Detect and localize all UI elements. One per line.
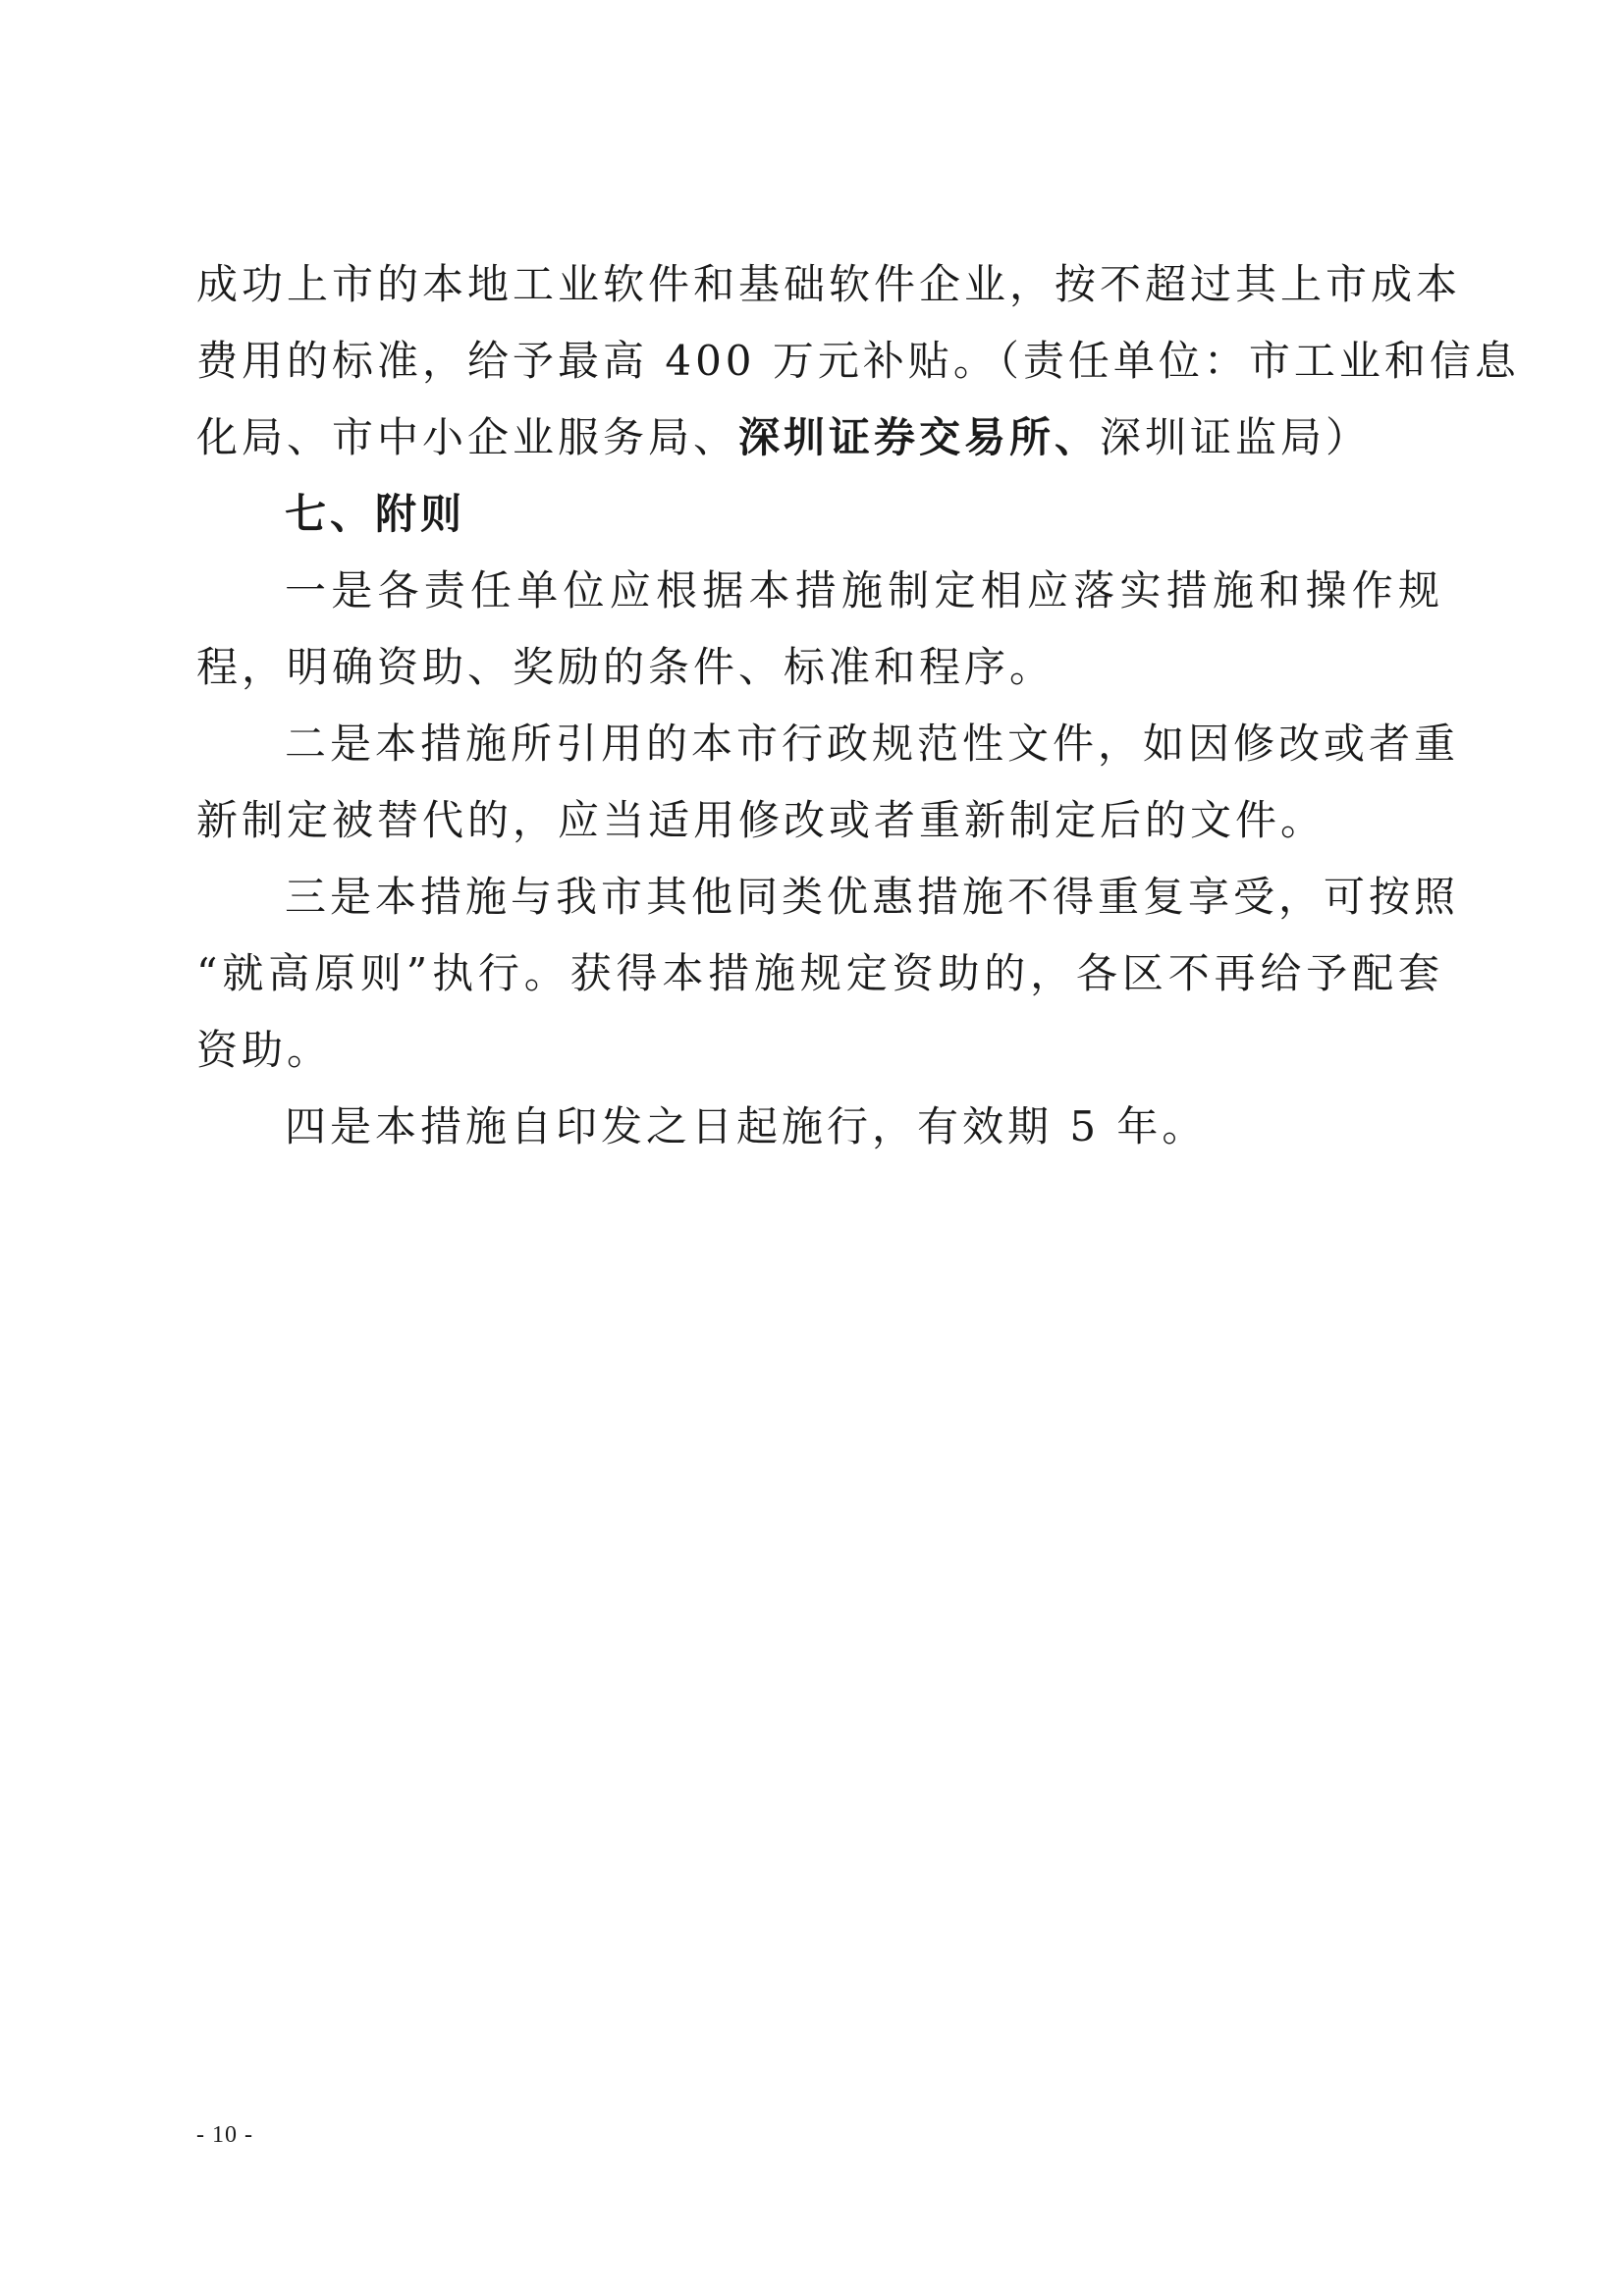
paragraph-1-bold-unit: 深圳证券交易所、 bbox=[738, 413, 1101, 461]
paragraph-2-line-2: 程，明确资助、奖励的条件、标准和程序。 bbox=[196, 643, 1056, 691]
paragraph-1-line-3-part-b: 深圳证监局） bbox=[1100, 413, 1372, 461]
paragraph-1-line-3-part-a: 化局、市中小企业服务局、 bbox=[196, 413, 739, 461]
page-number: - 10 - bbox=[196, 2122, 253, 2148]
paragraph-4-line-3: 资助。 bbox=[196, 1026, 333, 1074]
paragraph-5-line-1: 四是本措施自印发之日起施行，有效期 5 年。 bbox=[285, 1102, 1208, 1150]
section-heading: 七、附则 bbox=[285, 490, 466, 538]
paragraph-1-line-3 bbox=[196, 403, 1443, 472]
paragraph-4-line-1: 三是本措施与我市其他同类优惠措施不得重复享受，可按照 bbox=[285, 873, 1460, 921]
paragraph-3-line-2: 新制定被替代的，应当适用修改或者重新制定后的文件。 bbox=[196, 796, 1326, 844]
paragraph-4-line-2: “就高原则”执行。获得本措施规定资助的，各区不再给予配套 bbox=[196, 949, 1443, 997]
paragraph-1-line-2: 费用的标准，给予最高 400 万元补贴。（责任单位：市工业和信息 bbox=[196, 337, 1520, 385]
paragraph-2-line-1: 一是各责任单位应根据本措施制定相应落实措施和操作规 bbox=[285, 566, 1443, 614]
paragraph-1-line-1: 成功上市的本地工业软件和基础软件企业，按不超过其上市成本 bbox=[196, 260, 1462, 308]
paragraph-3-line-1: 二是本措施所引用的本市行政规范性文件，如因修改或者重 bbox=[285, 720, 1460, 768]
